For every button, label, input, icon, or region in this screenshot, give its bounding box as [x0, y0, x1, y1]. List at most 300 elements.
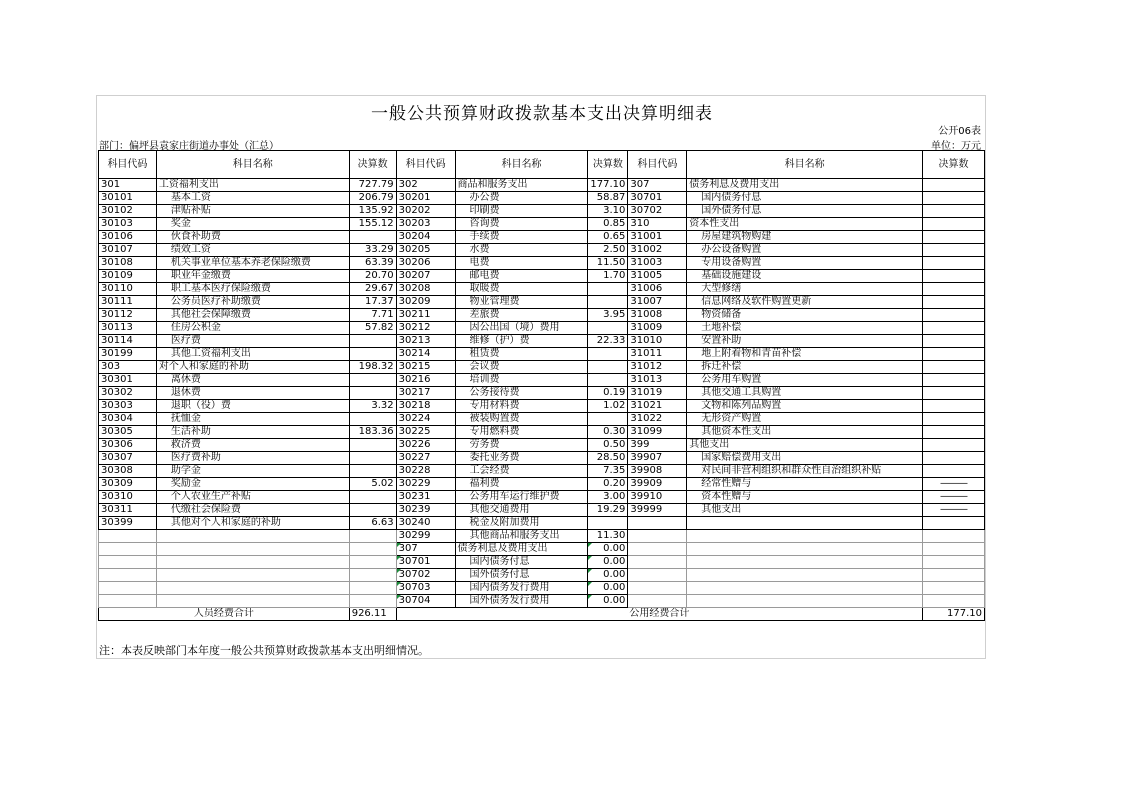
code-cell: 39907 [628, 452, 687, 465]
code-cell: 30108 [99, 257, 157, 270]
table-row [99, 335, 985, 348]
name-cell: 债务利息及费用支出 [687, 179, 923, 192]
amount-cell: 1.70 [588, 270, 628, 283]
name-cell: 对民间非营利组织和群众性自治组织补贴 [687, 465, 923, 478]
amount-cell [923, 179, 985, 192]
name-cell: 其他社会保障缴费 [156, 309, 349, 322]
code-cell: 30114 [99, 335, 157, 348]
name-cell: 其他支出 [687, 439, 923, 452]
amount-cell: 22.33 [588, 335, 628, 348]
table-row [99, 205, 985, 218]
amount-cell: 135.92 [349, 205, 396, 218]
amount-cell [923, 218, 985, 231]
name-cell: 劳务费 [455, 439, 588, 452]
name-cell: 专用材料费 [455, 400, 588, 413]
header-cell: 科目名称 [455, 151, 588, 179]
header-cell: 科目名称 [156, 151, 349, 179]
table-row [99, 218, 985, 231]
code-cell: 30214 [396, 348, 455, 361]
expenditure-table [98, 150, 985, 621]
amount-cell: 0.85 [588, 218, 628, 231]
public-total-label: 公用经费合计 [396, 608, 922, 621]
code-cell: 30111 [99, 296, 157, 309]
amount-cell [923, 530, 985, 543]
code-cell [628, 530, 687, 543]
header-cell: 决算数 [923, 151, 985, 179]
name-cell: 个人农业生产补贴 [156, 491, 349, 504]
code-cell: 30399 [99, 517, 157, 530]
amount-cell: 198.32 [349, 361, 396, 374]
amount-cell: 177.10 [588, 179, 628, 192]
code-cell: 30216 [396, 374, 455, 387]
amount-cell: ——— [923, 478, 985, 491]
table-row [99, 361, 985, 374]
amount-cell [349, 595, 396, 608]
amount-cell [923, 556, 985, 569]
amount-cell [923, 413, 985, 426]
code-cell: 31013 [628, 374, 687, 387]
name-cell: 住房公积金 [156, 322, 349, 335]
name-cell: 公务用车运行维护费 [455, 491, 588, 504]
code-cell [99, 595, 157, 608]
code-cell: 30205 [396, 244, 455, 257]
amount-cell [923, 569, 985, 582]
name-cell: 大型修缮 [687, 283, 923, 296]
code-cell: 30311 [99, 504, 157, 517]
amount-cell [588, 517, 628, 530]
table-row [99, 452, 985, 465]
name-cell: 绩效工资 [156, 244, 349, 257]
report-sheet [96, 95, 986, 659]
name-cell [687, 517, 923, 530]
code-cell: 30228 [396, 465, 455, 478]
table-row [99, 413, 985, 426]
amount-cell [588, 374, 628, 387]
table-row [99, 192, 985, 205]
header-cell: 科目代码 [628, 151, 687, 179]
amount-cell: 0.00 [588, 582, 628, 595]
amount-cell: 6.63 [349, 517, 396, 530]
code-cell: 30101 [99, 192, 157, 205]
name-cell: 生活补助 [156, 426, 349, 439]
code-cell: 30307 [99, 452, 157, 465]
amount-cell: 0.50 [588, 439, 628, 452]
amount-cell [349, 569, 396, 582]
amount-cell [923, 387, 985, 400]
name-cell [156, 595, 349, 608]
name-cell: 经常性赠与 [687, 478, 923, 491]
totals-row [99, 608, 985, 621]
code-cell: 30305 [99, 426, 157, 439]
code-cell: 30239 [396, 504, 455, 517]
name-cell: 伙食补助费 [156, 231, 349, 244]
amount-cell [923, 270, 985, 283]
code-cell: 30702 [628, 205, 687, 218]
name-cell: 地上附着物和青苗补偿 [687, 348, 923, 361]
amount-cell: 0.00 [588, 556, 628, 569]
table-row [99, 465, 985, 478]
name-cell: 医疗费 [156, 335, 349, 348]
code-cell: 31012 [628, 361, 687, 374]
table-row [99, 179, 985, 192]
code-cell: 30215 [396, 361, 455, 374]
code-cell: 30109 [99, 270, 157, 283]
amount-cell: 0.00 [588, 543, 628, 556]
amount-cell: 17.37 [349, 296, 396, 309]
name-cell: 差旅费 [455, 309, 588, 322]
code-cell: 31099 [628, 426, 687, 439]
table-header-row [99, 151, 985, 179]
name-cell [687, 543, 923, 556]
code-cell: 30304 [99, 413, 157, 426]
amount-cell [923, 426, 985, 439]
table-row [99, 595, 985, 608]
code-cell: 30301 [99, 374, 157, 387]
amount-cell [923, 439, 985, 452]
name-cell: 工资福利支出 [156, 179, 349, 192]
name-cell [687, 595, 923, 608]
name-cell: 救济费 [156, 439, 349, 452]
amount-cell: 727.79 [349, 179, 396, 192]
table-row [99, 348, 985, 361]
code-cell: 30202 [396, 205, 455, 218]
amount-cell [923, 244, 985, 257]
table-row [99, 257, 985, 270]
name-cell: 医疗费补助 [156, 452, 349, 465]
name-cell: 无形资产购置 [687, 413, 923, 426]
amount-cell [588, 322, 628, 335]
code-cell: 30203 [396, 218, 455, 231]
code-cell: 399 [628, 439, 687, 452]
name-cell: 拆迁补偿 [687, 361, 923, 374]
code-cell: 30302 [99, 387, 157, 400]
code-cell: 39909 [628, 478, 687, 491]
amount-cell [923, 205, 985, 218]
department-label: 部门：偏坪县袁家庄街道办事处（汇总） [99, 141, 279, 152]
amount-cell [349, 556, 396, 569]
code-cell: 31021 [628, 400, 687, 413]
table-row [99, 244, 985, 257]
code-cell: 30212 [396, 322, 455, 335]
name-cell: 国内债务付息 [687, 192, 923, 205]
code-cell: 31002 [628, 244, 687, 257]
amount-cell [588, 413, 628, 426]
amount-cell [588, 348, 628, 361]
amount-cell [588, 361, 628, 374]
code-cell: 30204 [396, 231, 455, 244]
amount-cell: 183.36 [349, 426, 396, 439]
table-row [99, 517, 985, 530]
name-cell: 租赁费 [455, 348, 588, 361]
table-row [99, 569, 985, 582]
amount-cell: 58.87 [588, 192, 628, 205]
code-cell [628, 595, 687, 608]
name-cell: 退休费 [156, 387, 349, 400]
header-cell: 决算数 [588, 151, 628, 179]
name-cell: 职工基本医疗保险缴费 [156, 283, 349, 296]
amount-cell [923, 231, 985, 244]
name-cell: 国外债务付息 [455, 569, 588, 582]
code-cell [628, 582, 687, 595]
code-cell: 302 [396, 179, 455, 192]
name-cell: 办公费 [455, 192, 588, 205]
name-cell: 土地补偿 [687, 322, 923, 335]
code-cell: 31005 [628, 270, 687, 283]
name-cell: 专用燃料费 [455, 426, 588, 439]
name-cell: 房屋建筑物购建 [687, 231, 923, 244]
amount-cell: 0.00 [588, 569, 628, 582]
amount-cell: 0.19 [588, 387, 628, 400]
name-cell: 办公设备购置 [687, 244, 923, 257]
name-cell [156, 543, 349, 556]
amount-cell: 3.00 [588, 491, 628, 504]
amount-cell: 7.71 [349, 309, 396, 322]
table-row [99, 270, 985, 283]
name-cell: 培训费 [455, 374, 588, 387]
public-total-value: 177.10 [923, 608, 985, 621]
name-cell: 被装购置费 [455, 413, 588, 426]
name-cell: 手续费 [455, 231, 588, 244]
code-cell: 30229 [396, 478, 455, 491]
amount-cell [349, 582, 396, 595]
name-cell: 对个人和家庭的补助 [156, 361, 349, 374]
name-cell: 因公出国（境）费用 [455, 322, 588, 335]
name-cell [156, 530, 349, 543]
amount-cell [349, 335, 396, 348]
name-cell [687, 569, 923, 582]
amount-cell [349, 387, 396, 400]
amount-cell [923, 400, 985, 413]
code-cell: 39910 [628, 491, 687, 504]
code-cell: 30106 [99, 231, 157, 244]
amount-cell [349, 231, 396, 244]
name-cell [687, 530, 923, 543]
amount-cell [923, 283, 985, 296]
name-cell: 基本工资 [156, 192, 349, 205]
name-cell: 维修（护）费 [455, 335, 588, 348]
code-cell: 30213 [396, 335, 455, 348]
table-row [99, 582, 985, 595]
amount-cell [588, 283, 628, 296]
amount-cell: 63.39 [349, 257, 396, 270]
personnel-total-label: 人员经费合计 [99, 608, 350, 621]
name-cell: 文物和陈列品购置 [687, 400, 923, 413]
amount-cell [923, 192, 985, 205]
name-cell: 取暖费 [455, 283, 588, 296]
amount-cell [923, 257, 985, 270]
amount-cell [349, 543, 396, 556]
personnel-total-value: 926.11 [349, 608, 396, 621]
name-cell: 会议费 [455, 361, 588, 374]
name-cell: 债务利息及费用支出 [455, 543, 588, 556]
amount-cell: ——— [923, 491, 985, 504]
code-cell [628, 517, 687, 530]
amount-cell [923, 374, 985, 387]
name-cell: 印刷费 [455, 205, 588, 218]
code-cell: 30704 [396, 595, 455, 608]
code-cell: 30103 [99, 218, 157, 231]
code-cell: 30225 [396, 426, 455, 439]
table-row [99, 530, 985, 543]
name-cell: 职业年金缴费 [156, 270, 349, 283]
amount-cell [349, 439, 396, 452]
name-cell: 商品和服务支出 [455, 179, 588, 192]
name-cell: 委托业务费 [455, 452, 588, 465]
code-cell: 31019 [628, 387, 687, 400]
code-cell: 30308 [99, 465, 157, 478]
code-cell: 310 [628, 218, 687, 231]
amount-cell: 206.79 [349, 192, 396, 205]
code-cell: 30207 [396, 270, 455, 283]
header-cell: 科目代码 [99, 151, 157, 179]
amount-cell [923, 517, 985, 530]
name-cell [156, 582, 349, 595]
name-cell: 专用设备购置 [687, 257, 923, 270]
amount-cell [923, 348, 985, 361]
name-cell [687, 582, 923, 595]
name-cell: 工会经费 [455, 465, 588, 478]
amount-cell: 29.67 [349, 283, 396, 296]
code-cell [99, 543, 157, 556]
code-cell [628, 569, 687, 582]
amount-cell: 2.50 [588, 244, 628, 257]
code-cell: 31007 [628, 296, 687, 309]
code-cell: 30199 [99, 348, 157, 361]
code-cell: 30231 [396, 491, 455, 504]
amount-cell [923, 296, 985, 309]
table-row [99, 504, 985, 517]
code-cell: 30702 [396, 569, 455, 582]
name-cell: 水费 [455, 244, 588, 257]
amount-cell [923, 309, 985, 322]
code-cell: 30701 [396, 556, 455, 569]
code-cell: 30217 [396, 387, 455, 400]
name-cell: 抚恤金 [156, 413, 349, 426]
table-row [99, 374, 985, 387]
table-row [99, 322, 985, 335]
code-cell: 30206 [396, 257, 455, 270]
code-cell: 30107 [99, 244, 157, 257]
code-cell: 30309 [99, 478, 157, 491]
table-row [99, 439, 985, 452]
code-cell: 30703 [396, 582, 455, 595]
name-cell: 助学金 [156, 465, 349, 478]
code-cell: 30209 [396, 296, 455, 309]
name-cell: 公务接待费 [455, 387, 588, 400]
code-cell: 30211 [396, 309, 455, 322]
name-cell [156, 569, 349, 582]
amount-cell [923, 465, 985, 478]
code-cell: 30310 [99, 491, 157, 504]
name-cell: 公务员医疗补助缴费 [156, 296, 349, 309]
amount-cell [349, 413, 396, 426]
amount-cell [923, 595, 985, 608]
name-cell: 国外债务发行费用 [455, 595, 588, 608]
table-row [99, 543, 985, 556]
name-cell: 其他交通工具购置 [687, 387, 923, 400]
table-row [99, 231, 985, 244]
name-cell: 物业管理费 [455, 296, 588, 309]
form-code: 公开06表 [938, 126, 981, 137]
code-cell: 30224 [396, 413, 455, 426]
code-cell: 31008 [628, 309, 687, 322]
code-cell [99, 556, 157, 569]
header-cell: 决算数 [349, 151, 396, 179]
amount-cell [349, 465, 396, 478]
name-cell: 咨询费 [455, 218, 588, 231]
code-cell [628, 543, 687, 556]
amount-cell: 11.50 [588, 257, 628, 270]
name-cell: 离休费 [156, 374, 349, 387]
amount-cell: 0.00 [588, 595, 628, 608]
code-cell [628, 556, 687, 569]
amount-cell [923, 452, 985, 465]
name-cell: 奖励金 [156, 478, 349, 491]
code-cell: 30218 [396, 400, 455, 413]
name-cell [687, 556, 923, 569]
code-cell: 31010 [628, 335, 687, 348]
amount-cell: 3.32 [349, 400, 396, 413]
code-cell: 30112 [99, 309, 157, 322]
amount-cell [923, 543, 985, 556]
code-cell: 303 [99, 361, 157, 374]
amount-cell [923, 335, 985, 348]
code-cell: 30102 [99, 205, 157, 218]
name-cell: 物资储备 [687, 309, 923, 322]
table-row [99, 556, 985, 569]
code-cell: 30299 [396, 530, 455, 543]
amount-cell: 57.82 [349, 322, 396, 335]
amount-cell [349, 374, 396, 387]
code-cell [99, 582, 157, 595]
code-cell: 31003 [628, 257, 687, 270]
table-row [99, 296, 985, 309]
name-cell: 邮电费 [455, 270, 588, 283]
code-cell: 31006 [628, 283, 687, 296]
table-row [99, 491, 985, 504]
amount-cell [349, 504, 396, 517]
name-cell: 其他商品和服务支出 [455, 530, 588, 543]
amount-cell [349, 491, 396, 504]
report-title: 一般公共预算财政拨款基本支出决算明细表 [371, 104, 713, 124]
amount-cell: 7.35 [588, 465, 628, 478]
table-row [99, 478, 985, 491]
table-row [99, 309, 985, 322]
code-cell: 30208 [396, 283, 455, 296]
amount-cell: 28.50 [588, 452, 628, 465]
name-cell: 津贴补贴 [156, 205, 349, 218]
header-cell: 科目名称 [687, 151, 923, 179]
name-cell: 其他交通费用 [455, 504, 588, 517]
code-cell: 301 [99, 179, 157, 192]
amount-cell [923, 361, 985, 374]
amount-cell: 0.30 [588, 426, 628, 439]
code-cell: 30227 [396, 452, 455, 465]
name-cell: 信息网络及软件购置更新 [687, 296, 923, 309]
table-row [99, 400, 985, 413]
amount-cell: 33.29 [349, 244, 396, 257]
code-cell: 30240 [396, 517, 455, 530]
code-cell: 31009 [628, 322, 687, 335]
name-cell: 税金及附加费用 [455, 517, 588, 530]
name-cell: 安置补助 [687, 335, 923, 348]
name-cell: 基础设施建设 [687, 270, 923, 283]
name-cell: 其他对个人和家庭的补助 [156, 517, 349, 530]
amount-cell: 5.02 [349, 478, 396, 491]
amount-cell: 19.29 [588, 504, 628, 517]
code-cell: 30306 [99, 439, 157, 452]
code-cell: 307 [396, 543, 455, 556]
